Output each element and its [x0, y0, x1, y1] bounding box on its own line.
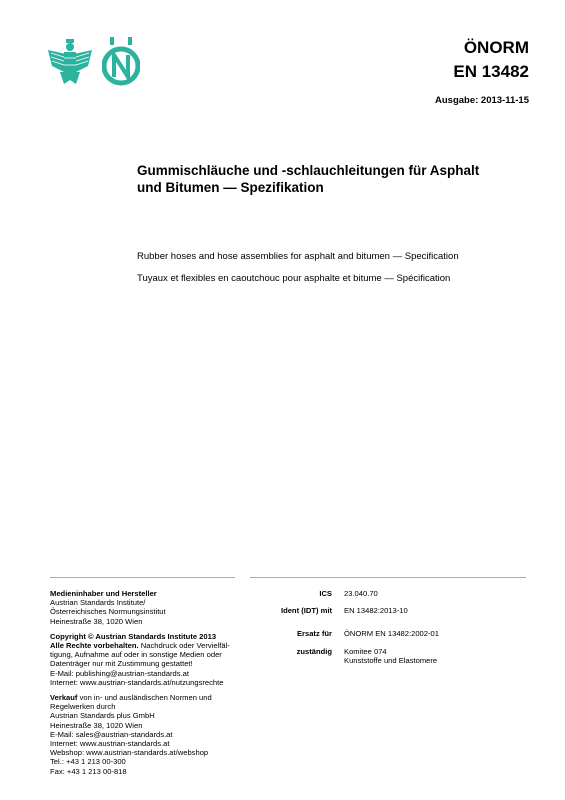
publisher-line: Heinestraße 38, 1020 Wien [50, 616, 143, 626]
responsible-row [250, 647, 530, 665]
copyright-section [50, 632, 245, 687]
sales-bold: Verkauf [50, 693, 78, 703]
publisher-info [50, 589, 245, 782]
title-line-1: Gummischläuche und -schlauchleitungen für Asphalt [137, 163, 480, 178]
austrian-eagle-icon [46, 38, 94, 88]
title-line-2: und Bitumen — Spezifikation [137, 180, 324, 195]
rights-line: tigung, Aufnahme auf oder in sonstige Medien oder [50, 650, 222, 660]
on-logo-icon [102, 37, 140, 87]
sales-line: Heinestraße 38, 1020 Wien [50, 720, 143, 730]
rights-line: Datenträger nur mit Zustimmung gestattet! [50, 659, 193, 669]
norm-number: EN 13482 [453, 62, 529, 81]
document-title-de [137, 162, 517, 196]
ident-row [250, 606, 530, 615]
replaces-label: Ersatz für [296, 629, 332, 639]
divider-left [50, 577, 235, 578]
committee-number: Komitee 074 [344, 646, 387, 656]
publisher-heading: Medieninhaber und Hersteller [50, 589, 157, 598]
document-metadata [250, 589, 530, 673]
responsible-label: zuständig [296, 646, 332, 656]
publisher-line: Österreichisches Normungsinstitut [50, 607, 166, 617]
sales-line: Austrian Standards plus GmbH [50, 711, 155, 721]
publisher-line: Austrian Standards Institute/ [50, 598, 146, 608]
sales-line: Fax: +43 1 213 00-818 [50, 766, 127, 776]
copyright-heading: Copyright © Austrian Standards Institute 2013 [50, 631, 217, 641]
ics-label: ICS [319, 589, 332, 598]
sales-text: von in- und ausländischen Normen und [79, 693, 212, 703]
sales-line: Webshop: www.austrian-standards.at/webshop [50, 748, 209, 758]
rights-line: E-Mail: publishing@austrian-standards.at [50, 668, 189, 678]
sales-line: E-Mail: sales@austrian-standards.at [50, 729, 173, 739]
ics-value: 23.040.70 [344, 589, 378, 598]
rights-line: Internet: www.austrian-standards.at/nutzungsrechte [50, 677, 224, 687]
edition-date: Ausgabe: 2013-11-15 [435, 95, 529, 106]
norm-label: ÖNORM [463, 38, 529, 57]
ident-value: EN 13482:2013-10 [344, 606, 408, 616]
divider-right [250, 577, 526, 578]
rights-bold: Alle Rechte vorbehalten. [50, 641, 139, 651]
ics-row [250, 589, 530, 598]
rights-text: Nachdruck oder Vervielfäl- [140, 641, 230, 651]
sales-section [50, 693, 245, 776]
title-fr: Tuyaux et flexibles en caoutchouc pour asphalte et bitume — Spécification [137, 273, 451, 284]
sales-line: Internet: www.austrian-standards.at [50, 739, 170, 749]
publisher-section [50, 589, 245, 626]
committee-name: Kunststoffe und Elastomere [344, 655, 438, 665]
replaces-value: ÖNORM EN 13482:2002-01 [344, 629, 439, 639]
ident-label: Ident (IDT) mit [280, 606, 332, 616]
responsible-value [344, 647, 530, 665]
title-en: Rubber hoses and hose assemblies for asphalt and bitumen — Specification [137, 251, 459, 262]
sales-line: Tel.: +43 1 213 00-300 [50, 757, 126, 767]
sales-line: Regelwerken durch [50, 702, 116, 712]
replaces-row [250, 629, 530, 638]
